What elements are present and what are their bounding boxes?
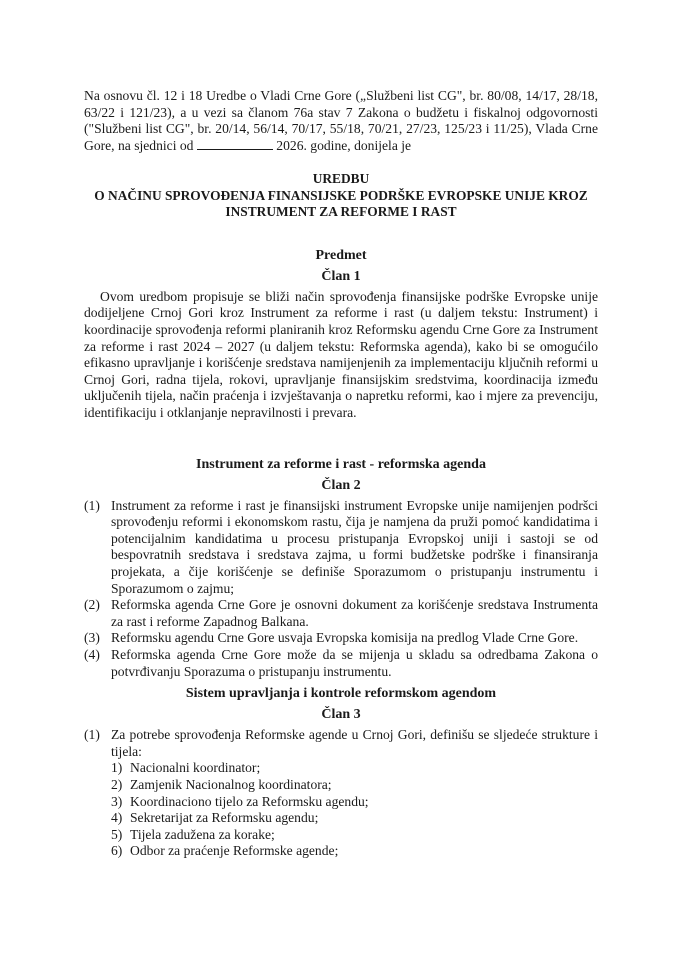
list-item	[84, 630, 598, 647]
subitem-number: 5)	[111, 826, 123, 842]
sub-list-item	[84, 794, 598, 811]
title-line-3: INSTRUMENT ZA REFORME I RAST	[225, 204, 457, 220]
item-text: Za potrebe sprovođenja Reformske agende u Crnoj Gori, definišu se sljedeće strukture i tijela:	[111, 727, 598, 759]
list-item	[84, 727, 598, 760]
item-text: Instrument za reforme i rast je finansijski instrument Evropske unije namijenjen podršci sprovođenju reformi i ekonomskom rastu, čija je namjena da pruži pomoć kandidatima i potencijalnim kandidatima u procesu pristupanja Evropskoj uniji i sastoji se od bespovratnih sredstava i sredstava zajma, u formi budžetske podrške i finansiranja projekata, a čije korišćenje se definiše Sporazumom o pristupanju instrumentu i Sporazumom o zajmu;	[111, 497, 598, 596]
item-number: (1)	[84, 727, 100, 743]
item-text: Reformsku agendu Crne Gore usvaja Evropska komisija na predlog Vlade Crne Gore.	[111, 630, 579, 646]
item-number: (1)	[84, 497, 100, 513]
sub-list-item	[84, 810, 598, 827]
document-page	[84, 88, 598, 860]
title-line-2: O NAČINU SPROVOĐENJA FINANSIJSKE PODRŠKE EVROPSKE UNIJE KROZ	[94, 187, 588, 203]
subitem-number: 4)	[111, 810, 123, 826]
subitem-number: 2)	[111, 776, 123, 792]
subitem-text: Tijela zadužena za korake;	[130, 826, 275, 842]
section-heading: Predmet	[315, 247, 367, 263]
article-heading: Član 1	[321, 268, 361, 284]
date-blank-field	[197, 138, 273, 150]
sub-list-item	[84, 827, 598, 844]
article-heading: Član 2	[321, 477, 361, 493]
title-line-1: UREDBU	[312, 171, 370, 187]
item-number: (3)	[84, 630, 100, 646]
subitem-text: Nacionalni koordinator;	[130, 760, 261, 776]
sub-list-item	[84, 777, 598, 794]
preamble-text: Na osnovu čl. 12 i 18 Uredbe o Vladi Crne Gore („Službeni list CG", br. 80/08, 14/17, 28/18, 63/22 i 121/23), a u vezi sa članom 76a stav 7 Zakona o budžetu i fiskalnoj odgovornosti ("Službeni list CG", br. 20/14, 56/14, 70/17, 55/18, 70/21, 27/23, 125/23 i 11/25), Vlada Crne Gore, na sjednici od	[84, 88, 598, 153]
subitem-text: Zamjenik Nacionalnog koordinatora;	[130, 776, 332, 792]
list-item	[84, 498, 598, 598]
item-text: Reformska agenda Crne Gore može da se mijenja u skladu sa odredbama Zakona o potvrđivanju Sporazuma o pristupanju instrumentu.	[111, 646, 598, 679]
preamble	[84, 88, 598, 154]
subitem-number: 3)	[111, 793, 123, 809]
item-text: Reformska agenda Crne Gore je osnovni dokument za korišćenje sredstava Instrumenta za rast i reforme Zapadnog Balkana.	[111, 597, 598, 629]
section-heading: Instrument za reforme i rast - reformska agenda	[196, 456, 486, 472]
subitem-number: 6)	[111, 843, 123, 859]
list-item	[84, 597, 598, 630]
sub-list-item	[84, 760, 598, 777]
sub-list-item	[84, 843, 598, 860]
preamble-text-end: 2026. godine, donijela je	[276, 137, 412, 153]
section-heading: Sistem upravljanja i kontrole reformskom agendom	[185, 686, 497, 702]
article-1-text: Ovom uredbom propisuje se bliži način sprovođenja finansijske podrške Evropske unije dodijeljene Crnoj Gori kroz Instrument za reforme i rast (u daljem tekstu: Instrument) i koordinacije sprovođenja reformi planiranih kroz Reformsku agendu Crne Gore za Instrument za reforme i rast 2024 – 2027 (u daljem tekstu: Reformska agenda), kako bi se omogućilo efikasno upravljanje i korišćenje sredstava namijenjenih za implementaciju ključnih reformi u Crnoj Gori, radna tijela, rokovi, upravljanje finansijskim sredstvima, koordinacija između uključenih tijela, način praćenja i izvještavanja o napretku reformi, kao i mjere za prevenciju, identifikaciju i otklanjanje nepravilnosti i prevara.	[84, 288, 598, 421]
article-heading: Član 3	[321, 707, 361, 723]
item-number: (2)	[84, 597, 100, 613]
subitem-text: Odbor za praćenje Reformske agende;	[130, 843, 339, 859]
subitem-text: Koordinaciono tijelo za Reformsku agendu;	[130, 793, 369, 809]
list-item	[84, 647, 598, 680]
subitem-number: 1)	[111, 760, 123, 776]
subitem-text: Sekretarijat za Reformsku agendu;	[130, 810, 319, 826]
item-number: (4)	[84, 646, 100, 662]
